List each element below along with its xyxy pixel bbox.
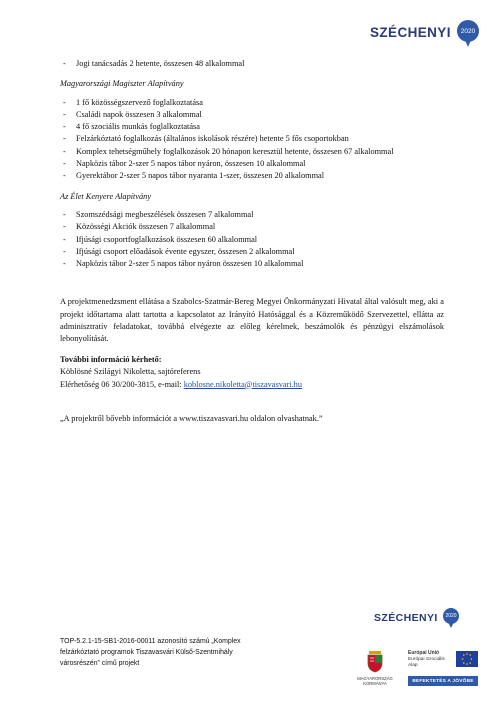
section-title-magiszter: Magyarországi Magiszter Alapítvány — [60, 79, 184, 89]
footer-project-id — [60, 636, 310, 669]
footer-logo-pin-tail — [448, 622, 454, 628]
website-quote: „A projektről bővebb információt a www.tiszavasvari.hu oldalon olvashatnak.” — [60, 413, 323, 423]
eu-text — [408, 651, 445, 668]
eu-flag-icon — [456, 651, 478, 667]
document-body — [60, 58, 444, 425]
list-item: - Jogi tanácsadás 2 hetente, összesen 48 alkalommal — [60, 58, 444, 70]
contact-email-link[interactable]: koblosne.nikoletta@tiszavasvari.hu — [183, 379, 302, 389]
contact-line — [60, 379, 444, 391]
project-management-paragraph: A projektmenedzsment ellátása a Szabolcs-Szatmár-Bereg Megyei Önkormányzati Hivatal által valósult meg, aki a projekt időtartama alatt tartotta a kapcsolatot az Irányító Hatósággal és a Közreműködő Szervezettel, ellátta az adminisztratív feladatokat, továbbá elvégezte az előleg kérelmek, beszámolók és pénzügyi elszámolások lebonyolítását. — [60, 297, 444, 344]
szechenyi-2020-logo — [370, 18, 480, 52]
footer-line: városrészén” című projekt — [60, 660, 140, 667]
crest-label-line: MAGYARORSZÁG — [357, 676, 393, 681]
list-item: - Napközis tábor 2-szer 5 napos tábor nyáron összesen 10 alkalommal — [60, 258, 444, 270]
list-item: - Gyerektábor 2-szer 5 napos tábor nyaranta 1-szer, összesen 20 alkalommal — [60, 170, 444, 182]
list-item: - Ifjúsági csoport előadások évente egyszer, összesen 2 alkalommal — [60, 246, 444, 258]
footer-line: TOP-5.2.1-15-SB1-2016-00011 azonosító számú „Komplex — [60, 638, 241, 645]
footer-logo-text: SZÉCHENYI — [374, 612, 438, 624]
footer-line: felzárkóztató programok Tiszavasvári Külső-Szentmihály — [60, 649, 233, 656]
footer-logo-year-badge: 2020 — [443, 608, 459, 624]
list-item: - Családi napok összesen 3 alkalommal — [60, 109, 444, 121]
intro-list — [60, 58, 444, 70]
crest-label — [350, 676, 400, 686]
eu-line: Európai Szociális — [408, 656, 445, 662]
contact-phone: Elérhetőség 06 30/200-3815, e-mail: — [60, 379, 184, 389]
crest-label-line: KORMÁNYA — [363, 681, 387, 686]
list-item: - Napközis tábor 2-szer 5 napos tábor nyáron, összesen 10 alkalommal — [60, 158, 444, 170]
magiszter-list — [60, 97, 444, 183]
logo-pin-tail — [465, 40, 471, 47]
list-item: - 4 fő szociális munkás foglalkoztatása — [60, 121, 444, 133]
elet-kenyere-list — [60, 209, 444, 270]
hungary-crest-icon — [366, 649, 384, 673]
contact-heading: További információ kérhető: — [60, 354, 162, 364]
section-title-elet-kenyere: Az Élet Kenyere Alapítvány — [60, 191, 152, 201]
contact-name: Köblösné Szilágyi Nikoletta, sajtóreferens — [60, 367, 201, 377]
list-item: - Ifjúsági csoportfoglalkozások összesen 60 alkalommal — [60, 234, 444, 246]
footer-logo-block — [310, 594, 500, 703]
eu-line: Európai Unió — [408, 650, 440, 656]
list-item: - Szomszédsági megbeszélések összesen 7 alkalommal — [60, 209, 444, 221]
logo-year-badge: 2020 — [457, 20, 479, 42]
eu-slogan-bar: BEFEKTETÉS A JÖVŐBE — [408, 676, 478, 686]
eu-logo — [408, 651, 478, 687]
list-item: - Felzárkóztató foglalkozás (általános iskolások részére) hetente 5 fős csoportokban — [60, 133, 444, 145]
list-item: - 1 fő közösségszervező foglalkoztatása — [60, 97, 444, 109]
list-item: - Komplex tehetségműhely foglalkozások 20 hónapon keresztül hetente, összesen 67 alkalommal — [60, 146, 444, 158]
logo-text: SZÉCHENYI — [370, 25, 451, 40]
eu-line: Alap — [408, 662, 418, 668]
list-item: - Közösségi Akciók összesen 7 alkalommal — [60, 221, 444, 233]
